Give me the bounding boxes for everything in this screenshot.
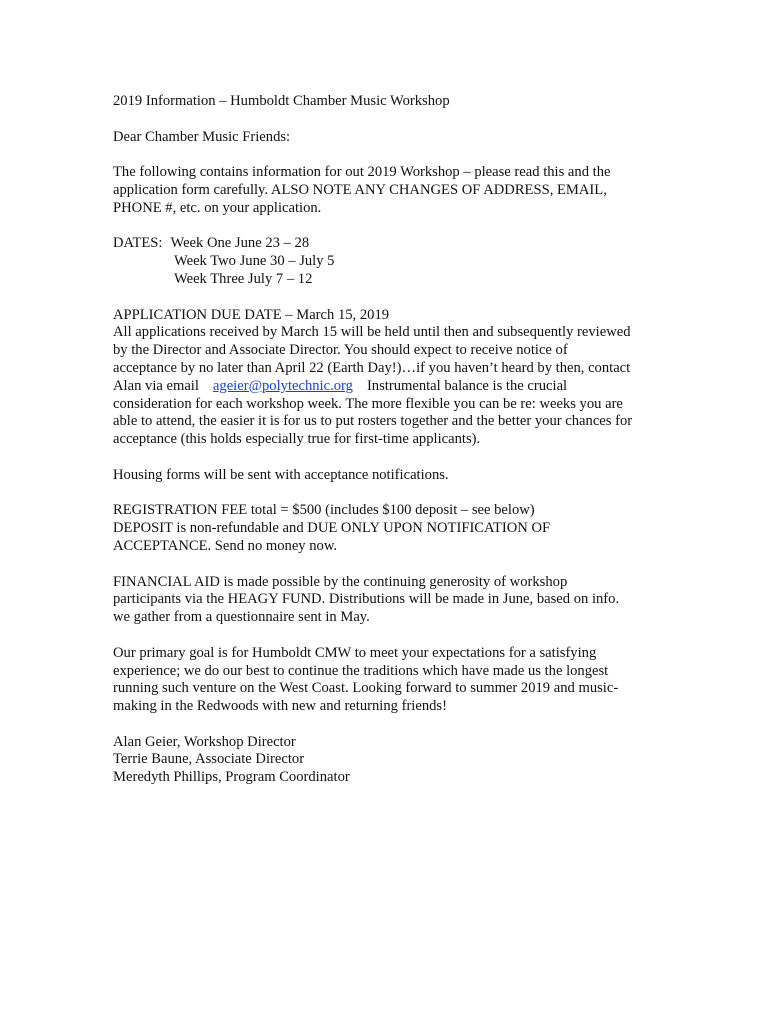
registration-section bbox=[113, 502, 673, 555]
paragraph-gap bbox=[113, 485, 673, 503]
dates-section bbox=[113, 235, 673, 288]
email-link[interactable]: ageier@polytechnic.org bbox=[212, 377, 353, 394]
application-line: acceptance by no later than April 22 (Earth Day!)…if you haven’t heard by then, contact bbox=[113, 359, 631, 376]
goal-line: Our primary goal is for Humboldt CMW to meet your expectations for a satisfying bbox=[113, 644, 597, 661]
letter-body bbox=[113, 93, 673, 787]
intro-line: The following contains information for out 2019 Workshop – please read this and the bbox=[113, 164, 611, 181]
paragraph-gap bbox=[113, 556, 673, 574]
week-one: Week One June 23 – 28 bbox=[170, 235, 310, 252]
signature-block bbox=[113, 734, 673, 787]
paragraph-gap bbox=[113, 449, 673, 467]
dates-label: DATES: bbox=[113, 235, 163, 252]
email-suffix: Instrumental balance is the crucial bbox=[366, 377, 568, 394]
financial-aid-line: FINANCIAL AID is made possible by the continuing generosity of workshop bbox=[113, 573, 568, 590]
registration-line: ACCEPTANCE. Send no money now. bbox=[113, 537, 338, 554]
application-section bbox=[113, 307, 673, 449]
application-line: consideration for each workshop week. The more flexible you can be re: weeks you are bbox=[113, 395, 623, 412]
financial-aid-line: we gather from a questionnaire sent in May. bbox=[113, 609, 370, 626]
week-three: Week Three July 7 – 12 bbox=[174, 270, 313, 287]
goal-line: running such venture on the West Coast. Looking forward to summer 2019 and music- bbox=[113, 680, 619, 697]
paragraph-gap bbox=[113, 218, 673, 236]
paragraph-gap bbox=[113, 716, 673, 734]
paragraph-gap bbox=[113, 627, 673, 645]
dates-line bbox=[113, 235, 673, 253]
signature-director: Alan Geier, Workshop Director bbox=[113, 733, 296, 750]
goal-line: making in the Redwoods with new and returning friends! bbox=[113, 698, 447, 715]
salutation: Dear Chamber Music Friends: bbox=[113, 128, 291, 145]
application-line: able to attend, the easier it is for us to put rosters together and the better your chances for bbox=[113, 413, 633, 430]
email-prefix: Alan via email bbox=[113, 377, 199, 394]
signature-coordinator: Meredyth Phillips, Program Coordinator bbox=[113, 769, 350, 786]
intro-paragraph bbox=[113, 164, 673, 217]
registration-line: REGISTRATION FEE total = $500 (includes $100 deposit – see below) bbox=[113, 502, 535, 519]
housing-note: Housing forms will be sent with acceptance notifications. bbox=[113, 466, 449, 483]
application-line: by the Director and Associate Director. You should expect to receive notice of bbox=[113, 342, 568, 359]
paragraph-gap bbox=[113, 111, 673, 129]
financial-aid-line: participants via the HEAGY FUND. Distributions will be made in June, based on info. bbox=[113, 591, 620, 608]
paragraph-gap bbox=[113, 146, 673, 164]
application-line-email bbox=[113, 378, 673, 396]
application-heading: APPLICATION DUE DATE – March 15, 2019 bbox=[113, 306, 390, 323]
intro-line: PHONE #, etc. on your application. bbox=[113, 199, 322, 216]
goal-line: experience; we do our best to continue the traditions which have made us the longest bbox=[113, 662, 609, 679]
registration-line: DEPOSIT is non-refundable and DUE ONLY UPON NOTIFICATION OF bbox=[113, 520, 551, 537]
document-title: 2019 Information – Humboldt Chamber Music Workshop bbox=[113, 93, 450, 109]
week-two: Week Two June 30 – July 5 bbox=[174, 253, 335, 270]
signature-associate-director: Terrie Baune, Associate Director bbox=[113, 751, 305, 768]
application-line: acceptance (this holds especially true for first-time applicants). bbox=[113, 431, 481, 448]
paragraph-gap bbox=[113, 289, 673, 307]
intro-line: application form carefully. ALSO NOTE ANY CHANGES OF ADDRESS, EMAIL, bbox=[113, 181, 607, 198]
application-line: All applications received by March 15 will be held until then and subsequently reviewed bbox=[113, 324, 631, 341]
goal-section bbox=[113, 645, 673, 716]
financial-aid-section bbox=[113, 574, 673, 627]
